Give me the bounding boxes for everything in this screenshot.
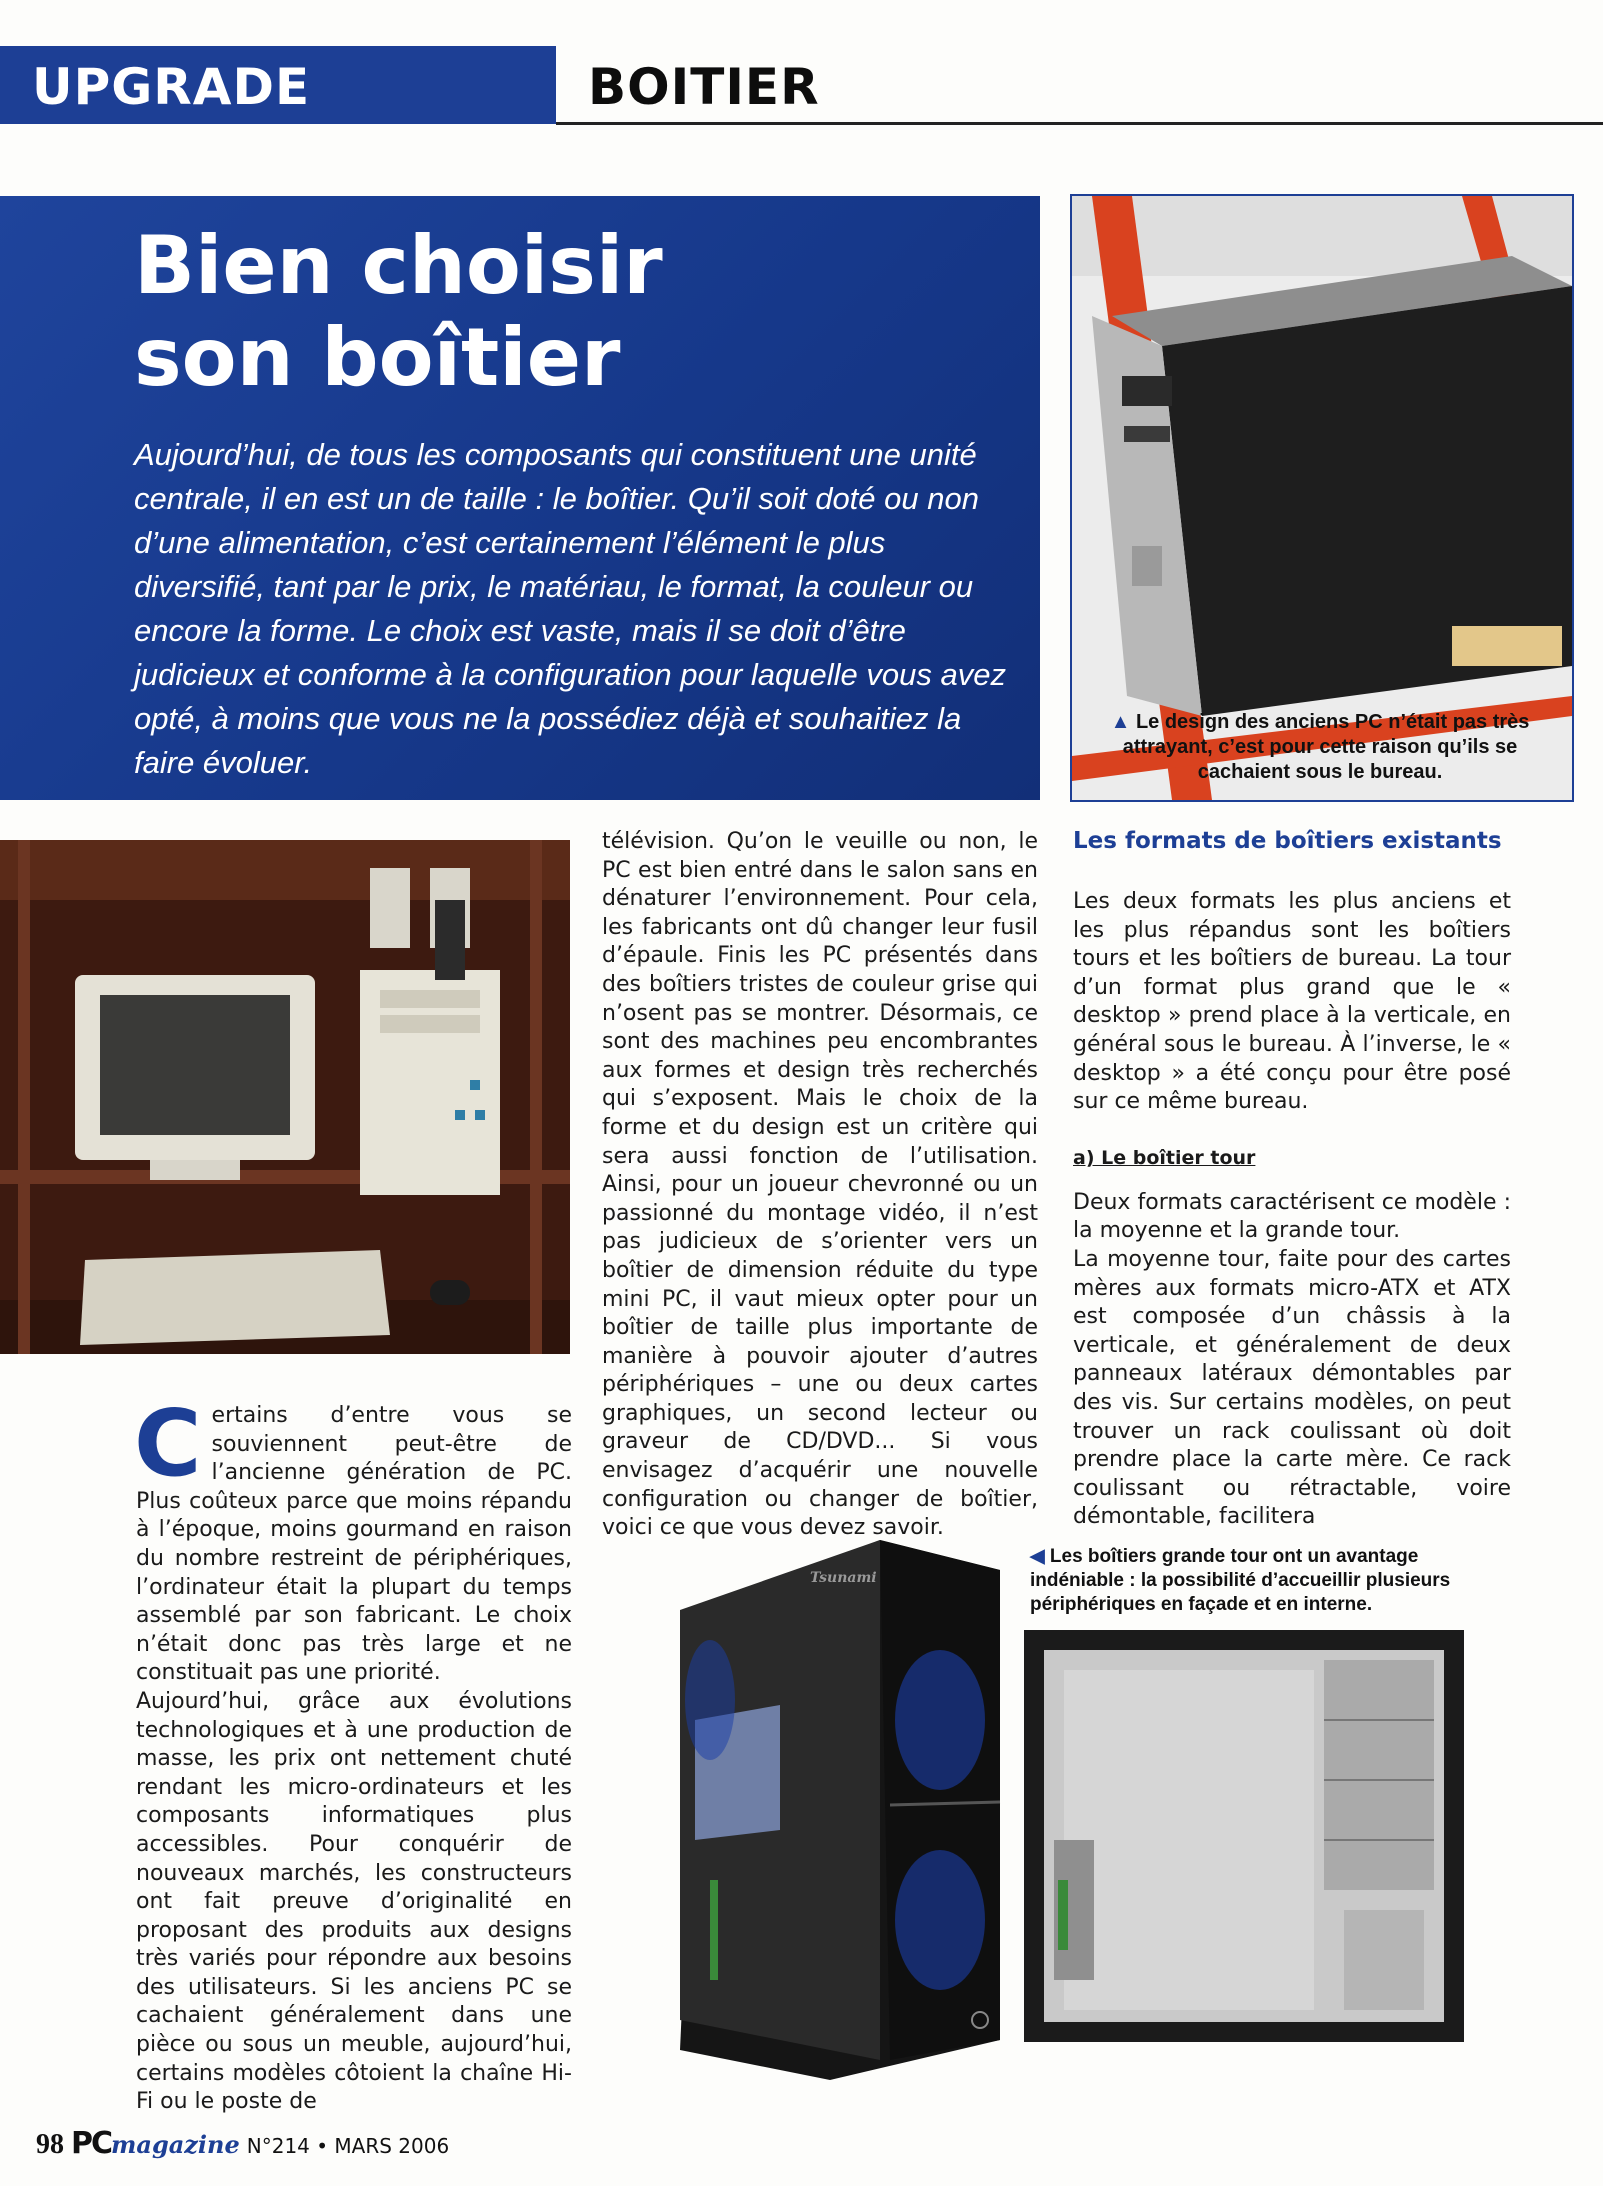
paragraph-5: Deux formats caractérisent ce modèle : la moyenne et la grande tour. [1073,1189,1511,1244]
page-number: 98 [36,2129,64,2160]
article-lead: Aujourd’hui, de tous les composants qui constituent une unité centrale, il en est un de taille : le boîtier. Qu’il soit doté ou non d’une alimentation, c’est certainement l’élément le plus diversifié, tant par le prix, le matériau, le format, la couleur ou encore la forme. Le choix est vaste, mais il se doit d’être judicieux et conforme à la configuration pour laquelle vous avez opté, à moins que vous ne la possédiez déjà et souhaitiez la faire évoluer. [134,437,1006,780]
article-paragraph [134,1390,572,1688]
subheading-formats: Les formats de boîtiers existants [1073,828,1502,854]
paragraph-6: La moyenne tour, faite pour des cartes mères aux formats micro-ATX et ATX est composée d’un châssis à la verticale, et généralement de deux panneaux latéraux démontables par des vis. Sur certains modèles, on peut trouver un rack coulissant où doit prendre place la carte mère. Ce rack coulissant ou rétractable, voire démontable, facilitera [1073,1246,1511,1530]
caption-full-tower [1030,1545,1460,1617]
caption-old-pc [1080,710,1560,785]
caption-arrow-icon: ◀ [1030,1546,1045,1567]
photo-open-tower [1024,1630,1464,2042]
caption-old-pc-text: Le design des anciens PC n’était pas très attrayant, c’est pour cette raison qu’ils se cachaient sous le bureau. [1122,711,1530,783]
article-column-2 [602,828,1038,1543]
paragraph-1-text: ertains d’entre vous se souviennent peut-être de l’ancienne génération de PC. Plus coûteux parce que moins répandu à l’époque, moins gourmand en raison du nombre restreint de périphériques, l’ordinateur était la plupart du temps assemblé par son fabricant. Le choix n’était donc pas très large et ne constituait pas une priorité. [136,1403,572,1686]
page-footer [36,2126,449,2161]
title-line-2: son boîtier [134,311,621,404]
issue-info: N°214 • MARS 2006 [246,2134,450,2158]
section-label: UPGRADE [32,58,311,116]
title-line-1: Bien choisir [134,219,663,312]
photo-black-tower [640,1540,1004,2080]
paragraph-3: télévision. Qu’on le veuille ou non, le PC est bien entré dans le salon sans en dénaturer l’environnement. Pour cela, les fabricants ont dû changer leur fusil d’épaule. Finis les PC présentés dans des boîtiers tristes de couleur grise qui n’osent pas se montrer. Désormais, ce sont des machines peu encombrantes aux formes et design très recherchés qui s’exposent. Mais le choix de la forme et du design est un critère qui sera aussi fonction de l’utilisation. Ainsi, pour un joueur chevronné ou un passionné du montage vidéo, il n’est pas judicieux de s’orienter vers un boîtier de dimension réduite du type mini PC, il vaut mieux opter pour un boîtier de taille plus importante de manière à pouvoir ajouter d’autres périphériques – une ou deux cartes graphiques, un second lecteur ou graveur de CD/DVD... Si vous envisagez d’acquérir une nouvelle configuration ou changer de boîtier, voici ce que vous devez savoir. [602,829,1038,1541]
article-column-3 [1073,858,1511,1532]
magazine-logo-pc: PC [71,2126,112,2161]
drop-cap: C [134,1390,202,1497]
case-brand-logo: Tsunami [810,1570,877,1586]
article-column-1 [134,1390,572,2117]
topic-label: BOITIER [588,58,820,116]
caption-triangle-icon: ▲ [1110,711,1131,733]
paragraph-2: Aujourd’hui, grâce aux évolutions technologiques et à une production de masse, les prix ont nettement chuté rendant les micro-ordinateurs et les composants informatiques plus accessibles. Pour conquérir de nouveaux marchés, les constructeurs ont fait preuve d’originalité en proposant des produits aux designs très variés pour répondre aux besoins des utilisateurs. Si les anciens PC se cachaient généralement dans une pièce ou sous un meuble, aujourd’hui, certains modèles côtoient la chaîne Hi-Fi ou le poste de [136,1688,572,2115]
article-title [134,220,1014,404]
photo-old-pc-desk [0,840,570,1354]
paragraph-4: Les deux formats les plus anciens et les plus répandus sont les boîtiers tours et les boîtiers de bureau. La tour d’un format plus grand que le « desktop » prend place à la verticale, en général sous le bureau. À l’inverse, le « desktop » a été conçu pour être posé sur ce même bureau. [1073,889,1511,1115]
subheading-tower: a) Le boîtier tour [1073,1146,1256,1169]
magazine-logo-text: magazine [111,2130,240,2159]
header-rule [556,122,1603,125]
caption-full-tower-text: Les boîtiers grande tour ont un avantage indéniable : la possibilité d’accueillir plusieurs périphériques en façade et en interne. [1030,1546,1451,1615]
